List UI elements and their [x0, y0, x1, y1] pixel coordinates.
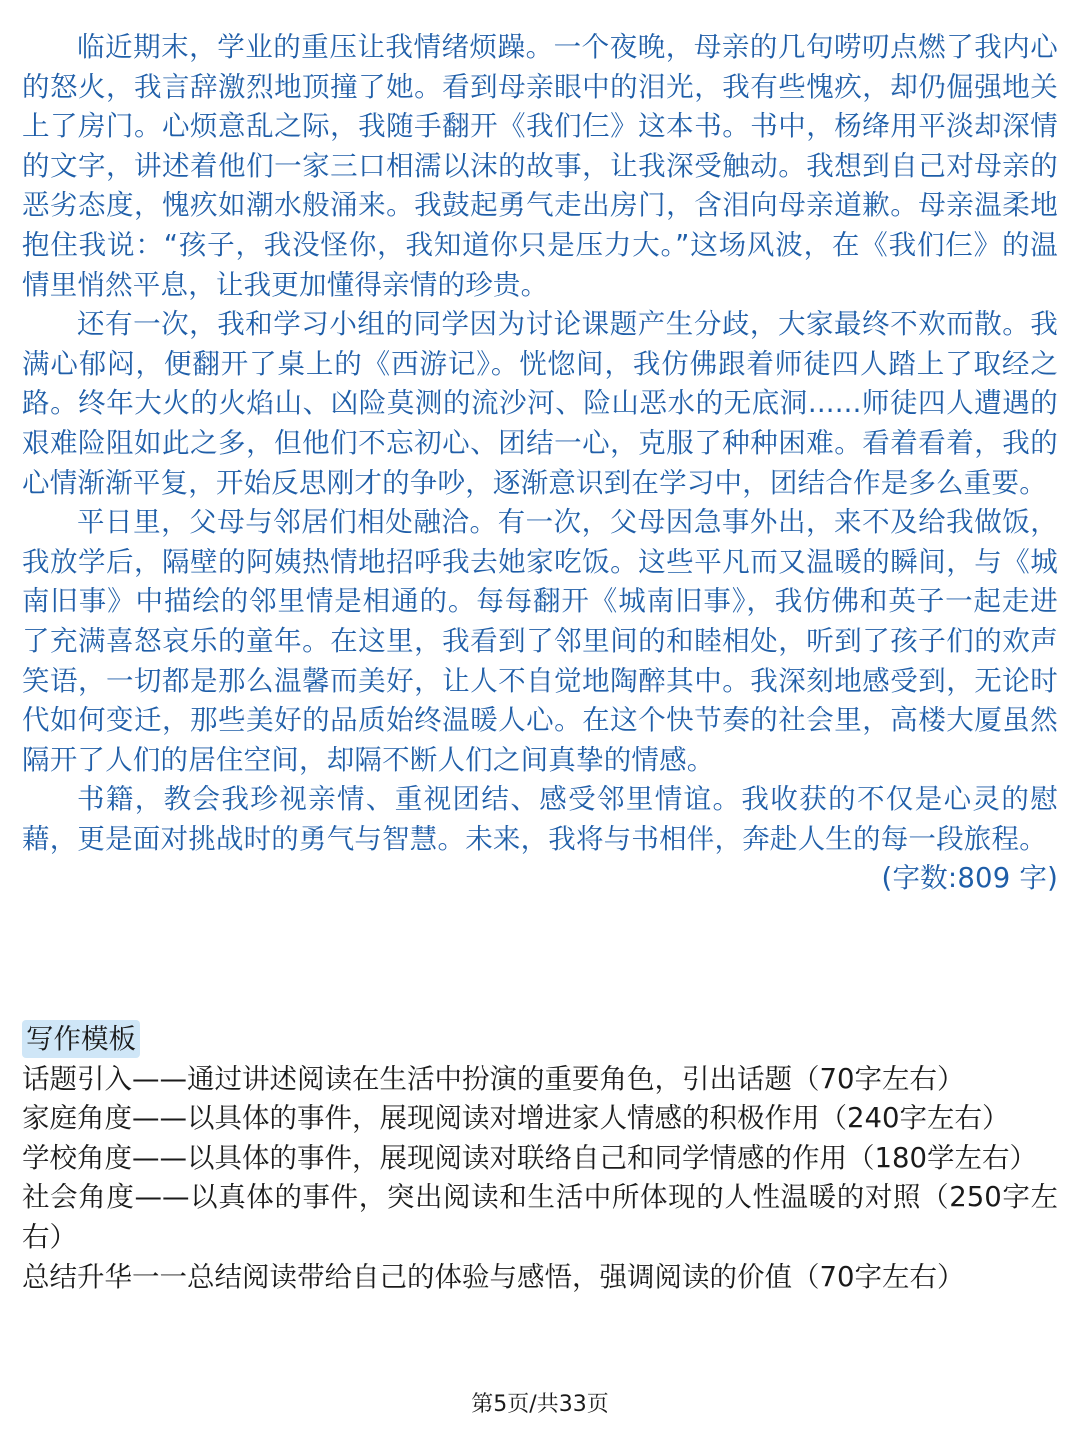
essay-paragraph-school: 还有一次，我和学习小组的同学因为讨论课题产生分歧，大家最终不欢而散。我满心郁闷，便翻开了桌上的《西游记》。恍惚间，我仿佛跟着师徒四人踏上了取经之路。终年大火的火焰山、凶险莫测的流沙河、险山恶水的无底洞......师徒四人遭遇的艰难险阻如此之多，但他们不忘初心、团结一心，克服了种种困难。看着看着，我的心情渐渐平复，开始反思刚才的争吵，逐渐意识到在学习中，团结合作是多么重要。: [22, 308, 1058, 499]
essay-body: [22, 28, 1058, 899]
essay-paragraph-conclusion: 书籍，教会我珍视亲情、重视团结、感受邻里情谊。我收获的不仅是心灵的慰藉，更是面对挑战时的勇气与智慧。未来，我将与书相伴，奔赴人生的每一段旅程。: [22, 783, 1058, 855]
writing-template-section: [22, 1020, 1058, 1297]
template-item-family: 家庭角度——以具体的事件，展现阅读对增进家人情感的积极作用（240字左右）: [22, 1102, 1010, 1135]
template-item-society: 社会角度——以真体的事件，突出阅读和生活中所体现的人性温暖的对照（250字左右）: [22, 1181, 1058, 1253]
word-count: (字数:809 字): [881, 862, 1058, 895]
writing-template-heading: 写作模板: [22, 1020, 140, 1058]
essay-paragraph-society: 平日里，父母与邻居们相处融洽。有一次，父母因急事外出，来不及给我做饭，我放学后，隔壁的阿姨热情地招呼我去她家吃饭。这些平凡而又温暖的瞬间，与《城南旧事》中描绘的邻里情是相通的。每每翻开《城南旧事》，我仿佛和英子一起走进了充满喜怒哀乐的童年。在这里，我看到了邻里间的和睦相处，听到了孩子们的欢声笑语，一切都是那么温馨而美好，让人不自觉地陶醉其中。我深刻地感受到，无论时代如何变迁，那些美好的品质始终温暖人心。在这个快节奏的社会里，高楼大厦虽然隔开了人们的居住空间，却隔不断人们之间真挚的情感。: [22, 506, 1058, 776]
template-item-topic-intro: 话题引入——通过讲述阅读在生活中扮演的重要角色，引出话题（70字左右）: [22, 1062, 965, 1095]
template-item-summary: 总结升华一一总结阅读带给自己的体验与感悟，强调阅读的价值（70字左右）: [22, 1260, 965, 1293]
essay-paragraph-family: 临近期末，学业的重压让我情绪烦躁。一个夜晚，母亲的几句唠叨点燃了我内心的怒火，我言辞激烈地顶撞了她。看到母亲眼中的泪光，我有些愧疚，却仍倔强地关上了房门。心烦意乱之际，我随手翻开《我们仨》这本书。书中，杨绛用平淡却深情的文字，讲述着他们一家三口相濡以沫的故事，让我深受触动。我想到自己对母亲的恶劣态度，愧疚如潮水般涌来。我鼓起勇气走出房门，含泪向母亲道歉。母亲温柔地抱住我说：“孩子，我没怪你，我知道你只是压力大。”这场风波，在《我们仨》的温情里悄然平息，让我更加懂得亲情的珍贵。: [22, 31, 1058, 301]
template-item-school: 学校角度——以具体的事件，展现阅读对联络自己和同学情感的作用（180学左右）: [22, 1141, 1037, 1174]
page-number-footer: 第5页/共33页: [471, 1392, 609, 1417]
